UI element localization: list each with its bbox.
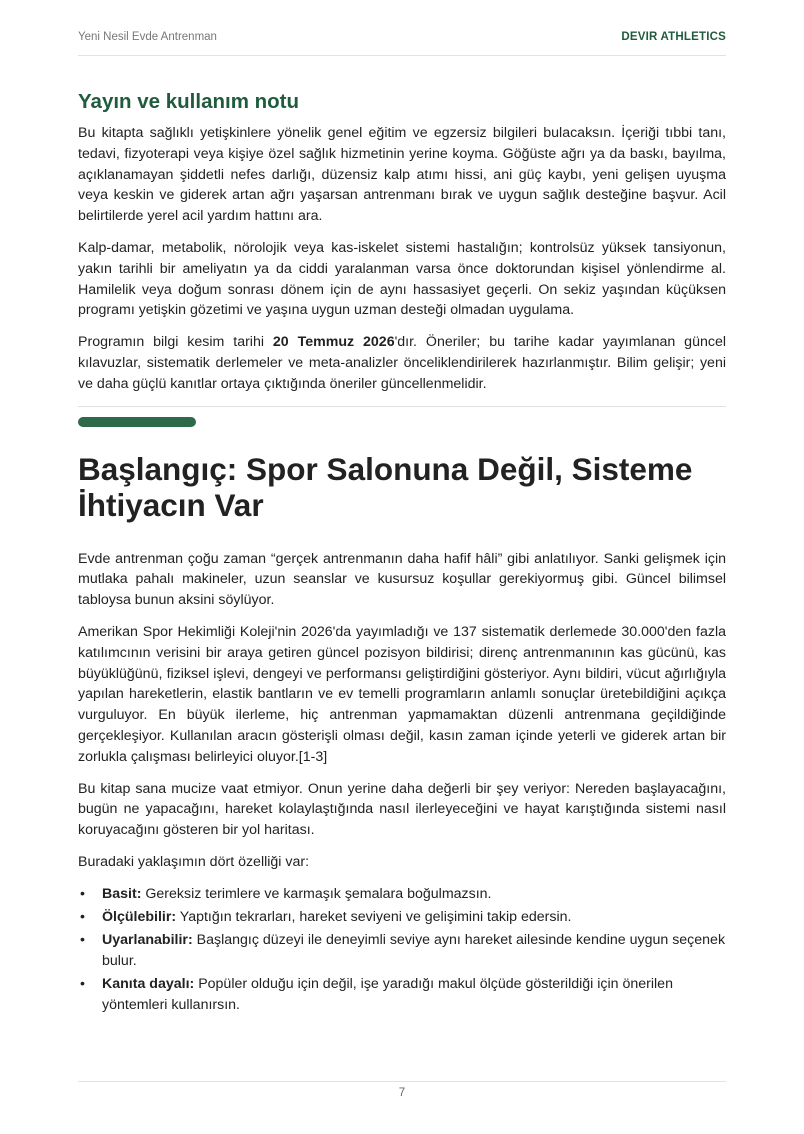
- feature-item: [78, 930, 726, 972]
- feature-label: Ölçülebilir:: [102, 908, 177, 925]
- bullet-icon: •: [80, 885, 85, 902]
- page-content: [78, 90, 726, 1018]
- feature-list: [78, 884, 726, 1016]
- notice-paragraph-1: Bu kitapta sağlıklı yetişkinlere yönelik genel eğitim ve egzersiz bilgileri bulacaksın. İçeriği tıbbi tanı, tedavi, fizyoterapi veya kişiye özel sağlık hizmetinin yerine koyma. Göğüste ağrı ya da baskı, bayılma, açıklanamayan şiddetli nefes darlığı, düzensiz kalp atımı hissi, ani güç kaybı, yeni gelişen uyuşma veya keskin ve giderek artan ağrı yaşarsan antrenmanı bırak ve uygun sağlık desteğine başvur. Acil belirtilerde yerel acil yardım hattını ara.: [78, 125, 726, 225]
- page-number: 7: [398, 1087, 406, 1099]
- section-divider: [78, 406, 726, 407]
- notice-paragraph-3: [78, 332, 726, 394]
- brand-name: DEVIR ATHLETICS: [621, 31, 726, 43]
- notice-title: Yayın ve kullanım notu: [78, 90, 300, 113]
- header-divider: [78, 55, 726, 56]
- footer-divider: [78, 1081, 726, 1082]
- feature-text: Popüler olduğu için değil, işe yaradığı makul ölçüde gösterildiği için önerilen yöntemleri kullanırsın.: [102, 975, 673, 1013]
- chapter-paragraph-2: Amerikan Spor Hekimliği Koleji'nin 2026'da yayımladığı ve 137 sistematik derlemede 30.000'den fazla katılımcının verisini bir araya getiren güncel pozisyon bildirisi; direnç antrenmanının kas gücünü, kas büyüklüğünü, fiziksel işlevi, dengeyi ve performansı geliştirdiğini gösteriyor. Aynı bildiri, vücut ağırlığıyla yapılan hareketlerin, elastik bantların ve ev temelli programların anlamlı sonuçlar üretebildiğini açıkça vurguluyor. En büyük ilerleme, hiç antrenman yapmamaktan düzenli antrenmana geçildiğinde gerçekleşiyor. Kullanılan aracın gösterişli olması değil, kasın zaman içinde yeterli ve giderek artan bir zorlukla çalışması belirleyici oluyor.[1-3]: [78, 623, 726, 765]
- feature-text: Gereksiz terimlere ve karmaşık şemalara boğulmazsın.: [141, 885, 492, 902]
- bullet-icon: •: [80, 908, 85, 925]
- feature-label: Basit:: [102, 885, 142, 902]
- notice-p3-before: Programın bilgi kesim tarihi: [78, 334, 273, 351]
- chapter-paragraph-4: Buradaki yaklaşımın dört özelliği var:: [78, 853, 310, 870]
- chapter-title: Başlangıç: Spor Salonuna Değil, Sisteme İhtiyacın Var: [78, 450, 693, 523]
- feature-item: [78, 884, 726, 905]
- page-header: [78, 31, 726, 43]
- feature-item: [78, 974, 726, 1016]
- chapter-paragraph-1: Evde antrenman çoğu zaman “gerçek antrenmanın daha hafif hâli” gibi anlatılıyor. Sanki gelişmek için mutlaka pahalı makineler, uzun seanslar ve kusursuz koşullar gerekiyormuş gibi. Güncel bilimsel tabloysa bunun aksini söylüyor.: [78, 550, 726, 609]
- feature-label: Kanıta dayalı:: [102, 975, 195, 992]
- feature-text: Başlangıç düzeyi ile deneyimli seviye aynı hareket ailesinde kendine uygun seçenek bulur.: [102, 931, 726, 969]
- feature-item: [78, 907, 726, 928]
- bullet-icon: •: [80, 975, 85, 992]
- running-book-title: Yeni Nesil Evde Antrenman: [78, 31, 217, 43]
- bullet-icon: •: [80, 931, 85, 948]
- feature-label: Uyarlanabilir:: [102, 931, 193, 948]
- feature-text: Yaptığın tekrarları, hareket seviyeni ve gelişimini takip edersin.: [176, 908, 572, 925]
- chapter-paragraph-3: Bu kitap sana mucize vaat etmiyor. Onun yerine daha değerli bir şey veriyor: Nereden başlayacağını, bugün ne yapacağını, hareket kolaylaştığında nasıl ilerleyeceğini ve hayat karıştığında sistemi nasıl koruyacağını gösteren bir yol haritası.: [78, 780, 726, 839]
- notice-p3-after: 'dır. Öneriler; bu tarihe kadar yayımlanan güncel kılavuzlar, sistematik derlemeler ve meta-analizler önceliklendirilerek hazırlanmıştır. Bilim gelişir; yeni ve daha güçlü kanıtlar ortaya çıktığında öneriler güncellenmelidir.: [78, 334, 726, 392]
- chapter-accent-bar: [78, 417, 196, 427]
- notice-paragraph-2: Kalp-damar, metabolik, nörolojik veya kas-iskelet sistemi hastalığın; kontrolsüz yüksek tansiyonun, yakın tarihli bir ameliyatın ya da ciddi yaralanman varsa önce doktorundan kişisel yönlendirme al. Hamilelik veya doğum sonrası dönem için de aynı hassasiyet geçerli. On sekiz yaşından küçüksen programı yetişkin gözetimi ve yaşına uygun uzman desteği olmadan uygulama.: [78, 239, 726, 319]
- cutoff-date: 20 Temmuz 2026: [272, 334, 395, 351]
